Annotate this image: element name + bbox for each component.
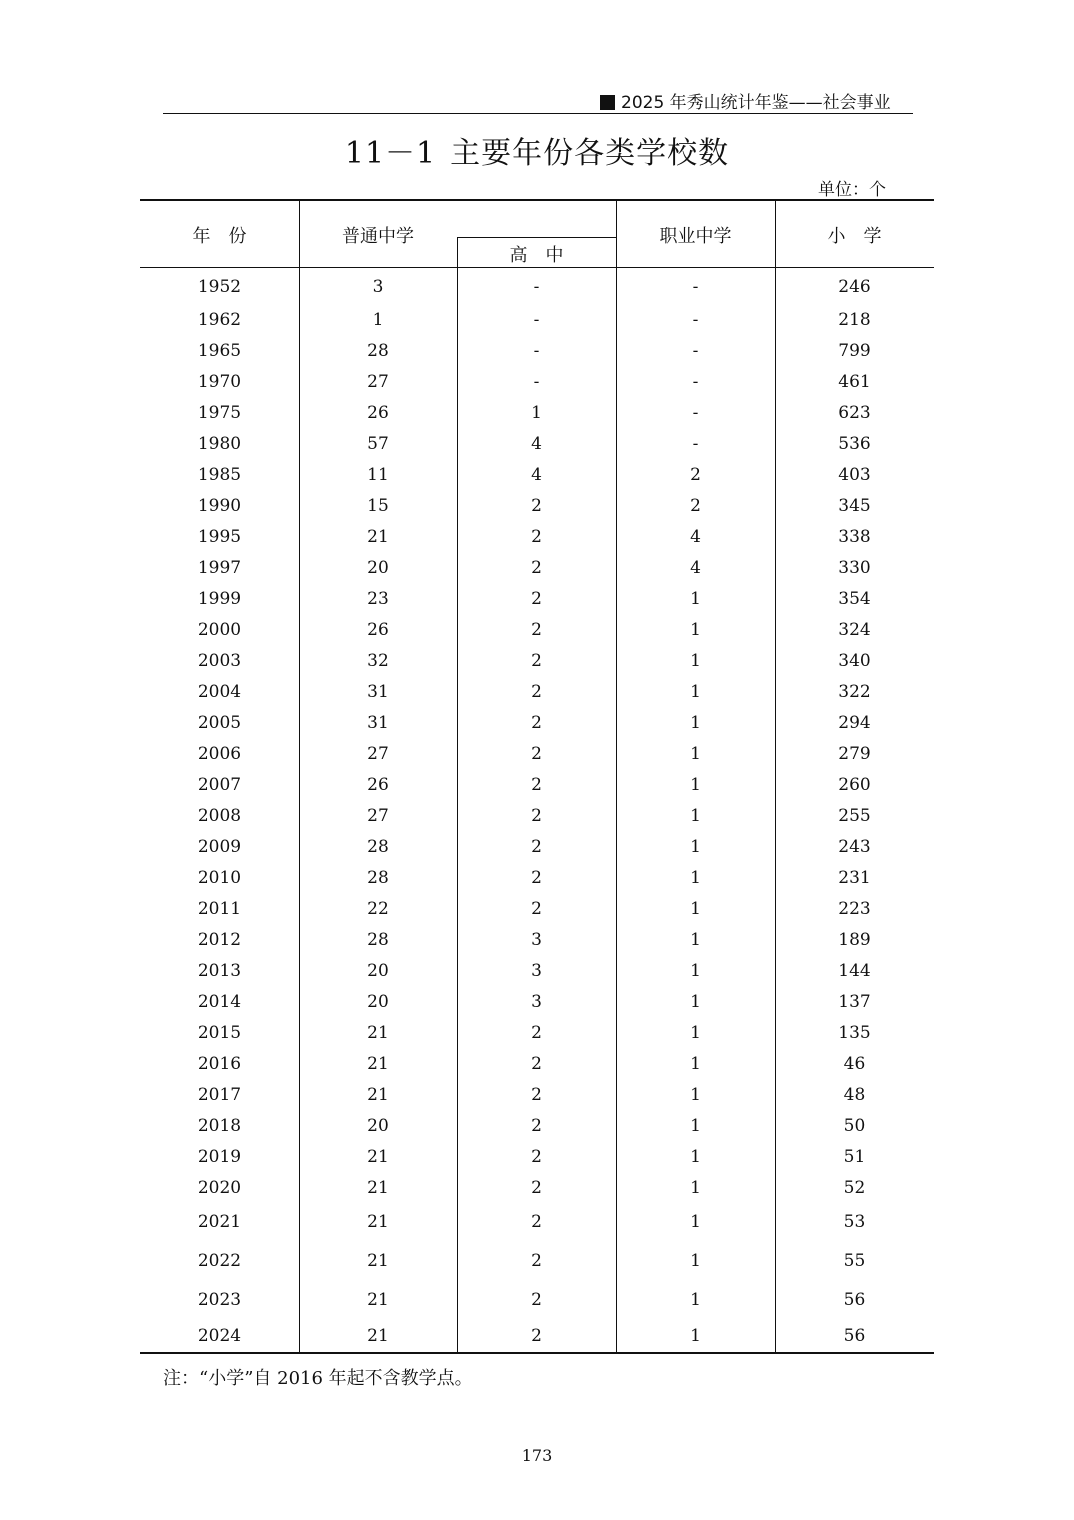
cell-primary: 46 xyxy=(843,1054,866,1074)
cell-primary: 330 xyxy=(838,558,871,578)
table-row xyxy=(140,770,934,800)
cell-high-school: 2 xyxy=(531,496,542,516)
table-row xyxy=(140,894,934,924)
subheader-rule xyxy=(457,237,616,238)
cell-primary: 338 xyxy=(838,527,871,547)
cell-year: 2011 xyxy=(197,899,242,919)
cell-year: 2008 xyxy=(197,806,242,826)
cell-high-school: 3 xyxy=(531,930,542,950)
cell-year: 2007 xyxy=(197,775,242,795)
cell-year: 2013 xyxy=(197,961,242,981)
cell-middle-school: 20 xyxy=(367,961,389,981)
cell-primary: 223 xyxy=(838,899,871,919)
header-primary: 小 学 xyxy=(827,226,882,247)
running-head-text: 2025 年秀山统计年鉴——社会事业 xyxy=(621,93,891,113)
cell-vocational: 2 xyxy=(690,465,701,485)
cell-primary: 260 xyxy=(838,775,871,795)
cell-vocational: 1 xyxy=(690,806,701,826)
cell-year: 2018 xyxy=(197,1116,242,1136)
header-middle-school: 普通中学 xyxy=(342,226,414,247)
cell-middle-school: 23 xyxy=(367,589,389,609)
table-row xyxy=(140,646,934,676)
cell-high-school: 2 xyxy=(531,682,542,702)
cell-high-school: 2 xyxy=(531,1085,542,1105)
table-bottom-rule xyxy=(140,1352,934,1354)
cell-vocational: - xyxy=(692,434,699,454)
cell-vocational: 4 xyxy=(690,558,701,578)
cell-year: 2022 xyxy=(197,1251,242,1271)
cell-year: 1980 xyxy=(197,434,242,454)
cell-primary: 56 xyxy=(843,1326,866,1346)
cell-vocational: - xyxy=(692,372,699,392)
cell-primary: 255 xyxy=(838,806,871,826)
table-row xyxy=(140,801,934,831)
cell-primary: 340 xyxy=(838,651,871,671)
cell-middle-school: 21 xyxy=(367,1290,389,1310)
cell-year: 2024 xyxy=(197,1326,242,1346)
cell-middle-school: 15 xyxy=(367,496,389,516)
cell-high-school: 2 xyxy=(531,868,542,888)
cell-vocational: 1 xyxy=(690,682,701,702)
table-row xyxy=(140,1321,934,1351)
cell-year: 1999 xyxy=(197,589,242,609)
table-row xyxy=(140,367,934,397)
cell-middle-school: 26 xyxy=(367,620,389,640)
cell-vocational: 1 xyxy=(690,1023,701,1043)
cell-vocational: 1 xyxy=(690,1326,701,1346)
cell-middle-school: 28 xyxy=(367,341,389,361)
cell-year: 1990 xyxy=(197,496,242,516)
cell-middle-school: 27 xyxy=(367,372,389,392)
table-row xyxy=(140,1142,934,1172)
cell-year: 2020 xyxy=(197,1178,242,1198)
cell-high-school: 2 xyxy=(531,1251,542,1271)
cell-middle-school: 27 xyxy=(367,744,389,764)
cell-vocational: 1 xyxy=(690,1116,701,1136)
cell-primary: 50 xyxy=(843,1116,866,1136)
cell-vocational: 1 xyxy=(690,961,701,981)
cell-year: 1975 xyxy=(197,403,242,423)
cell-high-school: 3 xyxy=(531,992,542,1012)
table-row xyxy=(140,863,934,893)
table-row xyxy=(140,739,934,769)
table-row xyxy=(140,305,934,335)
cell-vocational: 1 xyxy=(690,775,701,795)
cell-middle-school: 26 xyxy=(367,403,389,423)
cell-middle-school: 20 xyxy=(367,1116,389,1136)
cell-primary: 403 xyxy=(838,465,871,485)
cell-high-school: 2 xyxy=(531,837,542,857)
table-row xyxy=(140,460,934,490)
cell-middle-school: 21 xyxy=(367,1147,389,1167)
cell-vocational: 1 xyxy=(690,1212,701,1232)
cell-year: 1952 xyxy=(197,277,242,297)
cell-middle-school: 28 xyxy=(367,930,389,950)
square-bullet-icon xyxy=(600,95,615,110)
cell-vocational: - xyxy=(692,310,699,330)
table-row xyxy=(140,1285,934,1315)
cell-middle-school: 20 xyxy=(367,558,389,578)
page-number: 173 xyxy=(521,1446,553,1465)
cell-year: 1965 xyxy=(197,341,242,361)
cell-primary: 55 xyxy=(843,1251,866,1271)
table-row xyxy=(140,1080,934,1110)
cell-vocational: 1 xyxy=(690,713,701,733)
cell-middle-school: 21 xyxy=(367,1023,389,1043)
cell-primary: 354 xyxy=(838,589,871,609)
unit-label: 单位：个 xyxy=(818,180,886,200)
cell-high-school: 2 xyxy=(531,1116,542,1136)
cell-primary: 536 xyxy=(838,434,871,454)
cell-vocational: 1 xyxy=(690,1178,701,1198)
cell-vocational: - xyxy=(692,277,699,297)
table-header-rule xyxy=(140,267,934,268)
cell-middle-school: 21 xyxy=(367,527,389,547)
header-year: 年 份 xyxy=(192,226,247,247)
page-title xyxy=(0,128,1074,172)
cell-vocational: 1 xyxy=(690,1085,701,1105)
cell-primary: 461 xyxy=(838,372,871,392)
cell-vocational: 1 xyxy=(690,620,701,640)
cell-year: 1997 xyxy=(197,558,242,578)
cell-middle-school: 57 xyxy=(367,434,389,454)
cell-middle-school: 31 xyxy=(367,682,389,702)
cell-year: 2003 xyxy=(197,651,242,671)
cell-primary: 189 xyxy=(838,930,871,950)
cell-primary: 48 xyxy=(843,1085,866,1105)
cell-high-school: 1 xyxy=(531,403,542,423)
cell-middle-school: 27 xyxy=(367,806,389,826)
header-high-school: 高 中 xyxy=(509,245,564,266)
cell-high-school: 2 xyxy=(531,775,542,795)
cell-high-school: 2 xyxy=(531,1054,542,1074)
table-row xyxy=(140,522,934,552)
cell-primary: 345 xyxy=(838,496,871,516)
table-row xyxy=(140,272,934,302)
cell-year: 2004 xyxy=(197,682,242,702)
cell-vocational: 1 xyxy=(690,992,701,1012)
table-row xyxy=(140,708,934,738)
cell-primary: 243 xyxy=(838,837,871,857)
cell-primary: 137 xyxy=(838,992,871,1012)
cell-middle-school: 11 xyxy=(367,465,389,485)
header-vocational: 职业中学 xyxy=(659,226,732,247)
cell-middle-school: 21 xyxy=(367,1178,389,1198)
cell-vocational: 1 xyxy=(690,868,701,888)
table-row xyxy=(140,956,934,986)
cell-high-school: - xyxy=(533,372,540,392)
table-number: 11－1 xyxy=(344,136,437,171)
running-head xyxy=(600,88,912,113)
cell-high-school: 2 xyxy=(531,558,542,578)
cell-middle-school: 22 xyxy=(367,899,389,919)
cell-middle-school: 20 xyxy=(367,992,389,1012)
cell-year: 2010 xyxy=(197,868,242,888)
cell-high-school: 2 xyxy=(531,589,542,609)
cell-middle-school: 21 xyxy=(367,1251,389,1271)
cell-vocational: 1 xyxy=(690,744,701,764)
cell-middle-school: 1 xyxy=(372,310,384,330)
cell-primary: 324 xyxy=(838,620,871,640)
cell-primary: 623 xyxy=(838,403,871,423)
table-row xyxy=(140,1018,934,1048)
cell-year: 2014 xyxy=(197,992,242,1012)
cell-middle-school: 31 xyxy=(367,713,389,733)
cell-vocational: 1 xyxy=(690,899,701,919)
cell-year: 2005 xyxy=(197,713,242,733)
cell-high-school: 2 xyxy=(531,806,542,826)
cell-year: 2012 xyxy=(197,930,242,950)
cell-primary: 144 xyxy=(838,961,871,981)
cell-high-school: 2 xyxy=(531,1147,542,1167)
cell-high-school: 2 xyxy=(531,651,542,671)
table-row xyxy=(140,1207,934,1237)
cell-year: 2016 xyxy=(197,1054,242,1074)
cell-year: 2015 xyxy=(197,1023,242,1043)
cell-vocational: 2 xyxy=(690,496,701,516)
cell-high-school: 2 xyxy=(531,620,542,640)
cell-high-school: 2 xyxy=(531,713,542,733)
cell-year: 2009 xyxy=(197,837,242,857)
cell-primary: 231 xyxy=(838,868,871,888)
header-divider xyxy=(163,113,913,114)
table-row xyxy=(140,832,934,862)
cell-middle-school: 21 xyxy=(367,1212,389,1232)
table-row xyxy=(140,987,934,1017)
table-row xyxy=(140,429,934,459)
cell-vocational: 1 xyxy=(690,837,701,857)
cell-high-school: 2 xyxy=(531,527,542,547)
cell-middle-school: 26 xyxy=(367,775,389,795)
cell-middle-school: 21 xyxy=(367,1326,389,1346)
cell-high-school: 2 xyxy=(531,1178,542,1198)
cell-primary: 218 xyxy=(838,310,871,330)
table-row xyxy=(140,1111,934,1141)
cell-primary: 294 xyxy=(838,713,871,733)
cell-year: 1985 xyxy=(197,465,242,485)
cell-year: 2023 xyxy=(197,1290,242,1310)
cell-middle-school: 28 xyxy=(367,837,389,857)
cell-primary: 322 xyxy=(838,682,871,702)
table-title: 主要年份各类学校数 xyxy=(450,136,730,171)
table-row xyxy=(140,1049,934,1079)
cell-high-school: 2 xyxy=(531,1326,542,1346)
cell-high-school: 4 xyxy=(531,434,542,454)
cell-year: 2017 xyxy=(197,1085,242,1105)
table-note: 注：“小学”自 2016 年起不含教学点。 xyxy=(163,1368,473,1389)
table-row xyxy=(140,553,934,583)
table-row xyxy=(140,1246,934,1276)
cell-vocational: 1 xyxy=(690,1147,701,1167)
cell-vocational: 4 xyxy=(690,527,701,547)
cell-high-school: 4 xyxy=(531,465,542,485)
cell-year: 2000 xyxy=(197,620,242,640)
cell-year: 2021 xyxy=(197,1212,242,1232)
cell-primary: 279 xyxy=(838,744,871,764)
cell-vocational: 1 xyxy=(690,930,701,950)
cell-primary: 51 xyxy=(843,1147,866,1167)
table-top-rule xyxy=(140,199,934,201)
cell-primary: 52 xyxy=(843,1178,866,1198)
cell-high-school: 2 xyxy=(531,1023,542,1043)
cell-primary: 799 xyxy=(838,341,871,361)
table-row xyxy=(140,336,934,366)
cell-high-school: - xyxy=(533,310,540,330)
cell-middle-school: 21 xyxy=(367,1085,389,1105)
cell-high-school: 2 xyxy=(531,899,542,919)
cell-middle-school: 28 xyxy=(367,868,389,888)
cell-vocational: 1 xyxy=(690,651,701,671)
table-row xyxy=(140,925,934,955)
cell-primary: 246 xyxy=(838,277,871,297)
table-row xyxy=(140,491,934,521)
cell-high-school: 3 xyxy=(531,961,542,981)
table-row xyxy=(140,615,934,645)
cell-year: 2019 xyxy=(197,1147,242,1167)
cell-year: 1995 xyxy=(197,527,242,547)
cell-middle-school: 21 xyxy=(367,1054,389,1074)
cell-year: 1970 xyxy=(197,372,242,392)
cell-year: 2006 xyxy=(197,744,242,764)
cell-high-school: - xyxy=(533,277,540,297)
cell-vocational: - xyxy=(692,403,699,423)
cell-vocational: 1 xyxy=(690,1290,701,1310)
cell-year: 1962 xyxy=(197,310,242,330)
table-row xyxy=(140,1173,934,1203)
cell-primary: 56 xyxy=(843,1290,866,1310)
cell-high-school: - xyxy=(533,341,540,361)
cell-high-school: 2 xyxy=(531,1290,542,1310)
cell-middle-school: 3 xyxy=(372,277,384,297)
table-row xyxy=(140,584,934,614)
table-row xyxy=(140,677,934,707)
cell-high-school: 2 xyxy=(531,744,542,764)
cell-middle-school: 32 xyxy=(367,651,389,671)
cell-vocational: - xyxy=(692,341,699,361)
cell-vocational: 1 xyxy=(690,1054,701,1074)
table-row xyxy=(140,398,934,428)
cell-primary: 53 xyxy=(843,1212,866,1232)
cell-vocational: 1 xyxy=(690,1251,701,1271)
cell-high-school: 2 xyxy=(531,1212,542,1232)
cell-vocational: 1 xyxy=(690,589,701,609)
cell-primary: 135 xyxy=(838,1023,871,1043)
